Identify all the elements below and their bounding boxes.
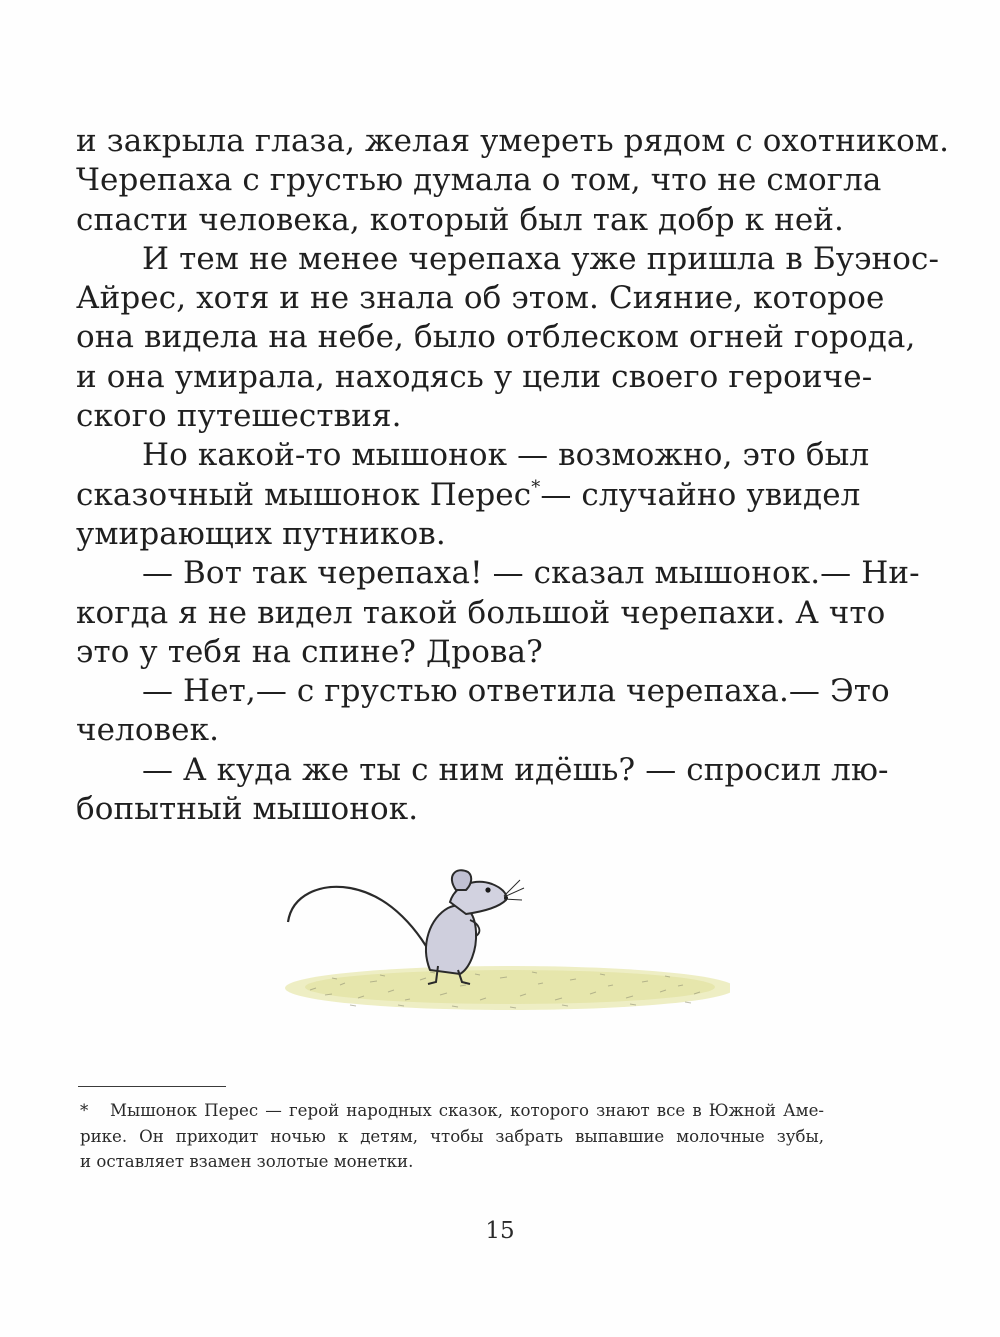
mouse-ear (452, 870, 471, 890)
body-line: — Нет,— с грустью ответила черепаха.— Это (142, 673, 890, 710)
mouse-tail (288, 887, 438, 968)
footnote-divider (78, 1086, 226, 1087)
footnote-reference[interactable]: * (531, 476, 541, 498)
body-line-part: сказочный мышонок Перес (76, 476, 532, 513)
body-line: ского путешествия. (76, 398, 402, 435)
body-line: она видела на небе, было отблеском огней города, (76, 319, 916, 356)
footnote-mark: * (80, 1101, 89, 1120)
footnote-line (80, 1098, 824, 1124)
page-number: 15 (485, 1218, 515, 1244)
footnote-text: Мышонок Перес — герой народных сказок, которого знают все в Южной Аме- (110, 1101, 824, 1120)
body-line: Но какой-то мышонок — возможно, это был (142, 437, 870, 474)
body-line-with-footnote-ref (76, 476, 861, 515)
mouse-eye (485, 887, 490, 892)
body-line-part: — случайно увидел (540, 476, 861, 513)
body-line: и она умирала, находясь у цели своего героиче- (76, 358, 873, 395)
body-text (76, 122, 950, 829)
body-line: спасти человека, который был так добр к ней. (76, 201, 844, 238)
body-line: умирающих путников. (76, 515, 446, 552)
body-line: Черепаха с грустью думала о том, что не смогла (76, 162, 882, 199)
body-line: Айрес, хотя и не знала об этом. Сияние, которое (76, 280, 885, 317)
footnote (80, 1098, 824, 1175)
body-line: это у тебя на спине? Дрова? (76, 633, 543, 670)
ground-patch-inner (305, 970, 715, 1004)
body-line: бопытный мышонок. (76, 791, 419, 828)
body-line: человек. (76, 712, 220, 749)
mouse-illustration-icon (270, 850, 730, 1025)
footnote-line: и оставляет взамен золотые монетки. (80, 1152, 414, 1171)
body-line: — Вот так черепаха! — сказал мышонок.— Ни- (142, 555, 920, 592)
body-line: и закрыла глаза, желая умереть рядом с охотником. (76, 123, 950, 159)
body-line: когда я не видел такой большой черепахи. А что (76, 594, 886, 631)
mouse-body (426, 905, 476, 974)
body-line: И тем не менее черепаха уже пришла в Буэнос- (142, 240, 940, 277)
footnote-line: рике. Он приходит ночью к детям, чтобы забрать выпавшие молочные зубы, (80, 1126, 824, 1146)
body-line: — А куда же ты с ним идёшь? — спросил лю- (142, 751, 889, 788)
